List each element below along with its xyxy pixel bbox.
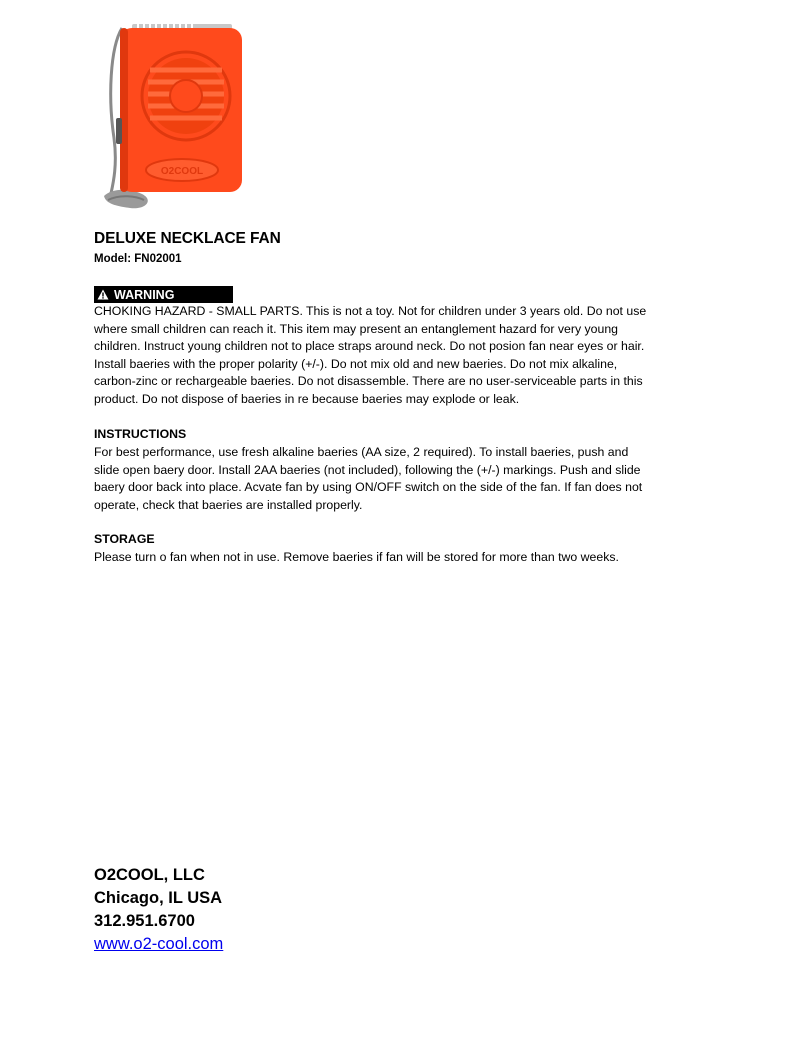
instructions-line: For best performance, use fresh alkaline baeries (AA size, 2 required). To install baeries, push and — [94, 445, 629, 459]
warning-line: Install baeries with the proper polarity (+/-). Do not mix old and new baeries. Do not mix alkaline, — [94, 356, 618, 371]
instructions-heading: INSTRUCTIONS — [94, 427, 187, 441]
storage-heading: STORAGE — [94, 532, 155, 546]
company-phone: 312.951.6700 — [94, 912, 195, 930]
fan-logo: O2COOL — [160, 166, 204, 177]
company-location: Chicago, IL USA — [94, 889, 223, 907]
warning-text — [94, 303, 704, 408]
company-name: O2COOL, LLC — [94, 866, 205, 884]
instructions-line: operate, check that baeries are installed properly. — [94, 497, 363, 512]
company-website-link[interactable]: www.o2-cool.com — [94, 935, 224, 953]
storage-text — [94, 549, 704, 567]
warning-line: CHOKING HAZARD - SMALL PARTS. This is not a toy. Not for children under 3 years old. Do not use — [94, 304, 647, 318]
warning-line: where small children can reach it. This item may present an entanglement hazard for very young — [94, 321, 619, 336]
instructions-text — [94, 444, 704, 514]
storage-line: Please turn o fan when not in use. Remove baeries if fan will be stored for more than two weeks. — [94, 550, 619, 564]
product-image — [92, 18, 252, 218]
product-title: DELUXE NECKLACE FAN — [94, 230, 281, 247]
model-number: Model: FN02001 — [94, 253, 182, 265]
warning-line: product. Do not dispose of baeries in re because baeries may explode or leak. — [94, 391, 520, 406]
warning-triangle-icon — [97, 289, 109, 300]
instructions-line: baery door back into place. Acvate fan by using ON/OFF switch on the side of the fan. If fan does not — [94, 480, 643, 494]
warning-line: carbon-zinc or rechargeable baeries. Do not disassemble. There are no user-serviceable parts in this — [94, 374, 643, 388]
instructions-line: slide open baery door. Install 2AA baeries (not included), following the (+/-) markings. Push and slide — [94, 462, 641, 477]
warning-label-bar — [94, 286, 233, 303]
company-footer — [94, 864, 223, 956]
warning-label: WARNING — [114, 287, 175, 302]
warning-line: children. Instruct young children not to place straps around neck. Do not posion fan near eyes or hair. — [94, 339, 645, 353]
